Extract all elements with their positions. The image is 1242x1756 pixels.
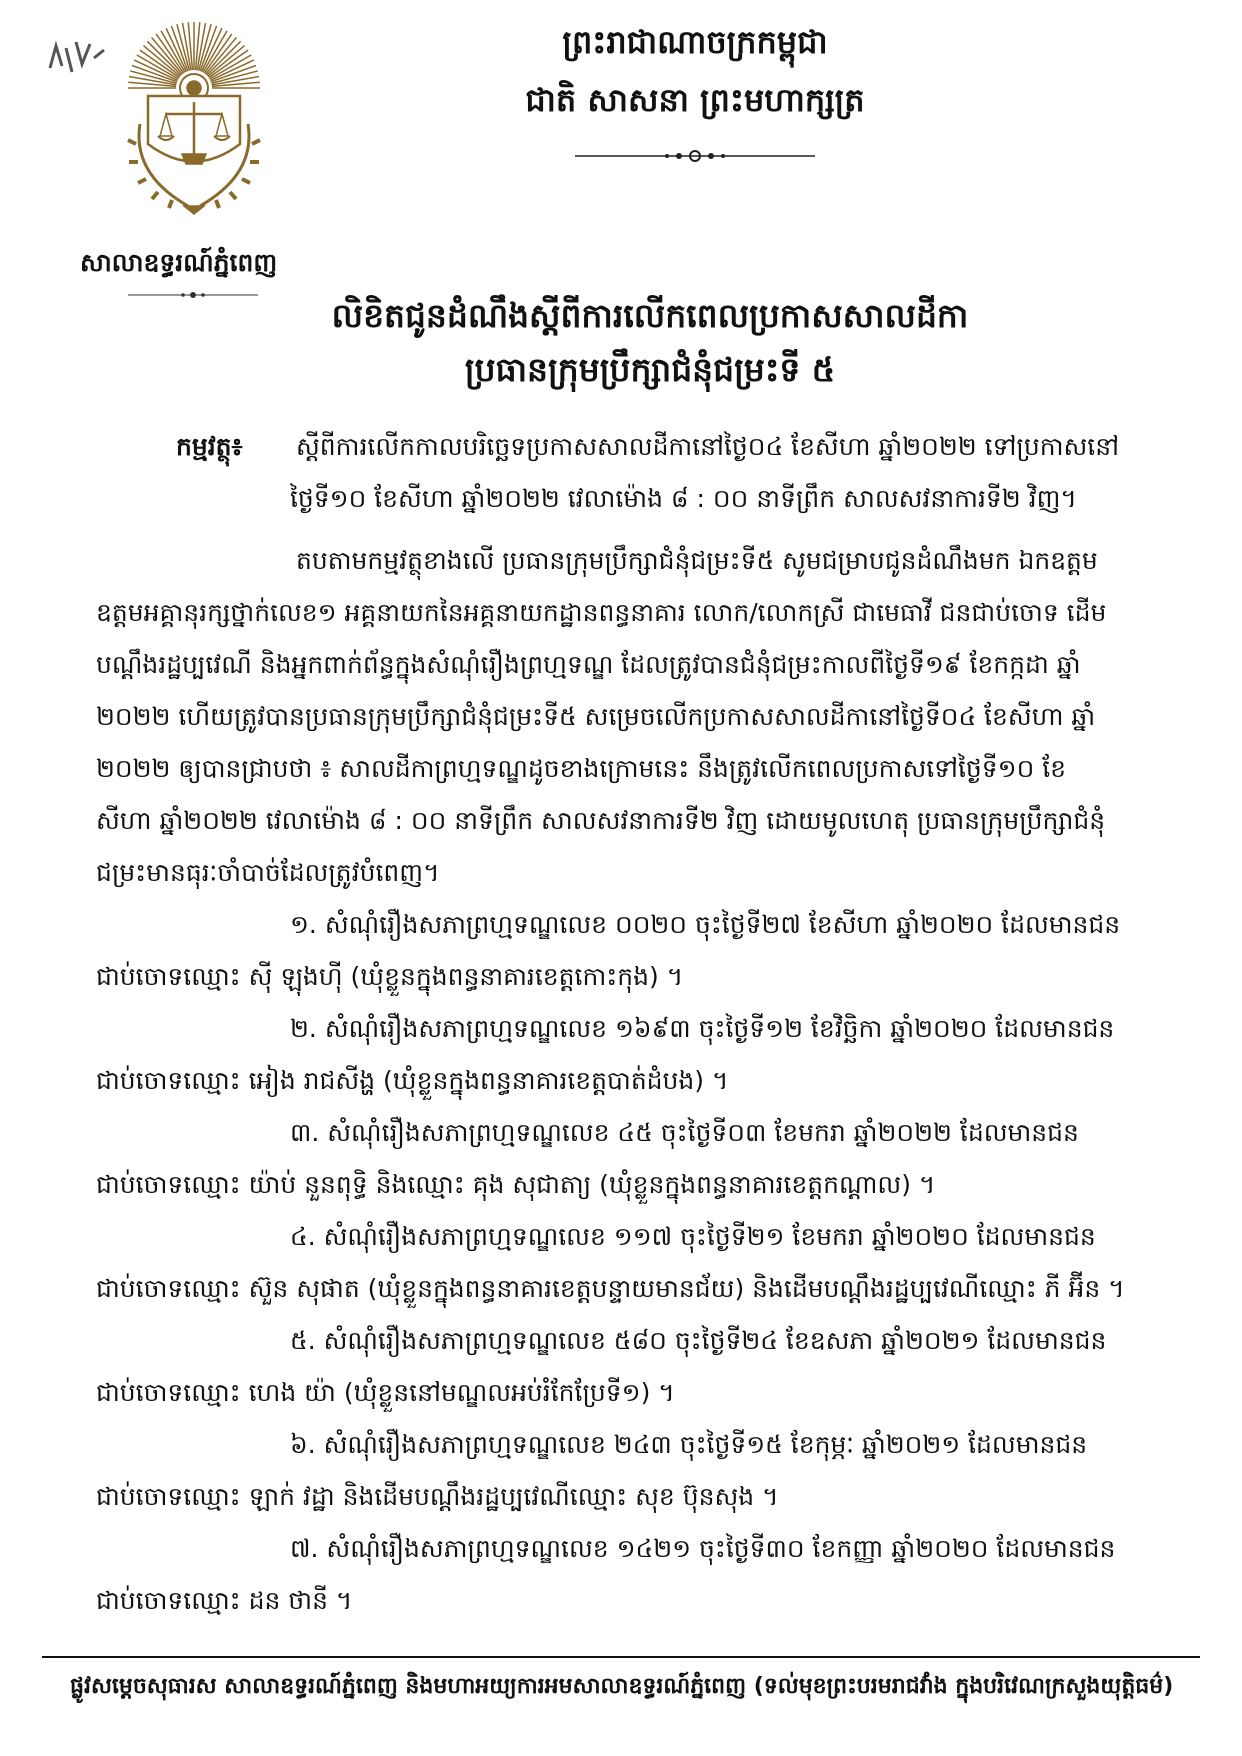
case-line-1: ២. សំណុំរឿងសភាព្រហ្មទណ្ឌលេខ ១៦៩៣ ចុះថ្ងៃទី១២ ខែវិច្ឆិកា ឆ្នាំ២០២០ ដែលមានជន <box>290 1014 1115 1043</box>
subject-line-2: ថ្ងៃទី១០ ខែសីហា ឆ្នាំ២០២២ វេលាម៉ោង ៨ : ០០ នាទីព្រឹក សាលសវនាការទី២ វិញ។ <box>290 484 1077 513</box>
case-line-1: ១. សំណុំរឿងសភាព្រហ្មទណ្ឌលេខ ០០២០ ចុះថ្ងៃទី២៧ ខែសីហា ឆ្នាំ២០២០ ដែលមានជន <box>290 910 1121 939</box>
body-line: សីហា ឆ្នាំ២០២២ វេលាម៉ោង ៨ : ០០ នាទីព្រឹក សាលសវនាការទី២ វិញ ដោយមូលហេតុ ប្រធានក្រុមប្រឹក្សាជំនុំ <box>96 806 1106 835</box>
case-line-2: ជាប់ចោទឈ្មោះ ស៊ី ឡុងហ៊ី (ឃុំខ្លួនក្នុងពន្ធនាគារខេត្តកោះកុង) ។ <box>96 962 684 991</box>
case-line-1: ៤. សំណុំរឿងសភាព្រហ្មទណ្ឌលេខ ១១៧ ចុះថ្ងៃទី២១ ខែមករា ឆ្នាំ២០២០ ដែលមានជន <box>290 1222 1096 1251</box>
footer-address: ផ្លូវសម្តេចសុធារស សាលាឧទ្ធរណ៍ភ្នំពេញ និងមហាអយ្យការអមសាលាឧទ្ធរណ៍ភ្នំពេញ (ទល់មុខព្រះបរមរាជវាំង ក្នុងបរិវេណក្រសួងយុត្តិធម៌) <box>70 1674 1174 1699</box>
body-line: ជម្រះមានធុរៈចាំបាច់ដែលត្រូវបំពេញ។ <box>96 858 440 887</box>
notice-title: លិខិតជូនដំណឹងស្តីពីការលើកពេលប្រកាសសាលដីកា <box>331 296 969 335</box>
court-name: សាលាឧទ្ធរណ៍ភ្នំពេញ <box>80 248 278 277</box>
kingdom-heading: ព្រះរាជាណាចក្រកម្ពុជា <box>562 23 828 61</box>
national-motto: ជាតិ សាសនា ព្រះមហាក្សត្រ <box>525 81 865 119</box>
footer-divider <box>42 1656 1200 1658</box>
case-line-1: ៥. សំណុំរឿងសភាព្រហ្មទណ្ឌលេខ ៥៨០ ចុះថ្ងៃទី២៤ ខែឧសភា ឆ្នាំ២០២១ ដែលមានជន <box>290 1326 1107 1355</box>
case-line-2: ជាប់ចោទឈ្មោះ អៀង រាជសីង្ហ (ឃុំខ្លួនក្នុងពន្ធនាគារខេត្តបាត់ដំបង) ។ <box>96 1066 729 1095</box>
subject-label: កម្មវត្ថុ៖ <box>176 432 243 461</box>
subject-line-1: ស្តីពីការលើកកាលបរិច្ឆេទប្រកាសសាលដីកានៅថ្ងៃ០៤ ខែសីហា ឆ្នាំ២០២២ ទៅប្រកាសនៅ <box>296 432 1120 461</box>
body-line: តបតាមកម្មវត្ថុខាងលើ ប្រធានក្រុមប្រឹក្សាជំនុំជម្រះទី៥ សូមជម្រាបជូនដំណឹងមក ឯកឧត្តម <box>296 546 1098 575</box>
body-line: ឧត្តមអគ្គានុរក្សថ្នាក់លេខ១ អគ្គនាយកនៃអគ្គនាយកដ្ឋានពន្ធនាគារ លោក/លោកស្រី ជាមេធាវី ជនជាប់ចោទ ដើម <box>96 598 1107 627</box>
case-line-1: ៣. សំណុំរឿងសភាព្រហ្មទណ្ឌលេខ ៤៥ ចុះថ្ងៃទី០៣ ខែមករា ឆ្នាំ២០២២ ដែលមានជន <box>290 1118 1079 1147</box>
case-line-2: ជាប់ចោទឈ្មោះ ឡាក់ វដ្ឋា និងដើមបណ្តឹងរដ្ឋប្បវេណីឈ្មោះ សុខ ប៊ុនសុង ។ <box>96 1482 779 1511</box>
case-line-2: ជាប់ចោទឈ្មោះ ស៊ួន សុផាត (ឃុំខ្លួនក្នុងពន្ធនាគារខេត្តបន្ទាយមានជ័យ) និងដើមបណ្តឹងរដ្ឋប្បវេណីឈ្មោះ ភី អ៊ីន ។ <box>96 1274 1125 1303</box>
case-line-1: ៦. សំណុំរឿងសភាព្រហ្មទណ្ឌលេខ ២៤៣ ចុះថ្ងៃទី១៥ ខែកុម្ភៈ ឆ្នាំ២០២១ ដែលមានជន <box>290 1430 1088 1459</box>
kingdom-ornament-divider <box>575 148 815 164</box>
body-line: ២០២២ ហើយត្រូវបានប្រធានក្រុមប្រឹក្សាជំនុំជម្រះទី៥ សម្រេចលើកប្រកាសសាលដីកានៅថ្ងៃទី០៤ ខែសីហា ឆ្នាំ <box>96 702 1096 731</box>
court-emblem-icon <box>118 14 270 219</box>
notice-subtitle: ប្រធានក្រុមប្រឹក្សាជំនុំជម្រះទី ៥ <box>464 350 836 389</box>
case-line-2: ជាប់ចោទឈ្មោះ យ៉ាប់ នួនពុទ្ធិ និងឈ្មោះ គុង សុជាតា្យ (ឃុំខ្លួនក្នុងពន្ធនាគារខេត្តកណ្តាល) ។ <box>96 1170 936 1199</box>
body-line: ២០២២ ឲ្យបានជ្រាបថា ៖ សាលដីកាព្រហ្មទណ្ឌដូចខាងក្រោមនេះ នឹងត្រូវលើកពេលប្រកាសទៅថ្ងៃទី១០ ខែ <box>96 754 1067 783</box>
handwritten-mark-icon <box>42 28 112 88</box>
case-line-2: ជាប់ចោទឈ្មោះ ហេង យ៉ា (ឃុំខ្លួននៅមណ្ឌលអប់រំកែប្រែទី១) ។ <box>96 1378 675 1407</box>
case-line-1: ៧. សំណុំរឿងសភាព្រហ្មទណ្ឌលេខ ១៤២១ ចុះថ្ងៃទី៣០ ខែកញ្ញា ឆ្នាំ២០២០ ដែលមានជន <box>290 1534 1116 1563</box>
case-line-2: ជាប់ចោទឈ្មោះ ដន ថានី ។ <box>96 1586 353 1615</box>
body-line: បណ្តឹងរដ្ឋប្បវេណី និងអ្នកពាក់ព័ន្ធក្នុងសំណុំរឿងព្រហ្មទណ្ឌ ដែលត្រូវបានជំនុំជម្រះកាលពីថ្ងៃទី១៩ ខែកក្កដា ឆ្នាំ <box>96 650 1081 679</box>
